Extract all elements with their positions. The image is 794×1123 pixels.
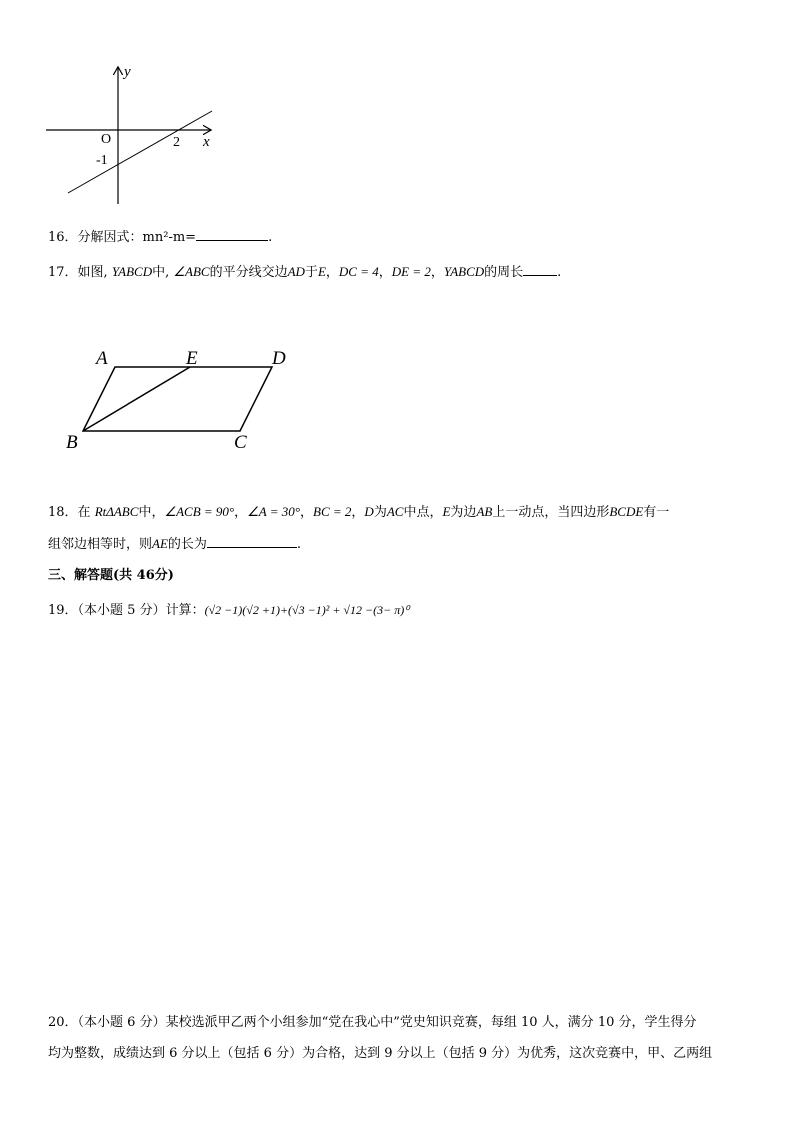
point-e-label: E bbox=[186, 348, 198, 369]
math-term: DE = 2 bbox=[391, 264, 431, 279]
question-number: 19． bbox=[48, 603, 78, 618]
math-term: YABCD bbox=[111, 264, 153, 279]
question-19 bbox=[48, 601, 409, 620]
point-a-label: A bbox=[96, 348, 108, 369]
text: 有一 bbox=[643, 505, 670, 520]
text: 的平分线交边 bbox=[209, 265, 288, 280]
math-term: AC bbox=[386, 504, 404, 519]
math-term: ∠A = 30° bbox=[247, 504, 300, 519]
math-term: AD bbox=[287, 264, 305, 279]
question-number: 20． bbox=[48, 1015, 78, 1030]
text: ， bbox=[325, 265, 339, 280]
math-term: AB bbox=[476, 504, 493, 519]
question-20-line-1 bbox=[48, 1014, 697, 1032]
section-title: 三、解答题(共 46分) bbox=[48, 568, 174, 583]
point-b-label: B bbox=[66, 432, 78, 453]
math-term: E bbox=[317, 264, 326, 279]
math-term: BC = 2 bbox=[313, 504, 352, 519]
text: 的长为 bbox=[167, 537, 207, 552]
function-line bbox=[68, 111, 212, 193]
text: 为 bbox=[373, 505, 387, 520]
period: . bbox=[268, 230, 273, 245]
period: . bbox=[557, 265, 562, 280]
origin-label: O bbox=[101, 132, 112, 147]
text: ， bbox=[300, 505, 314, 520]
text: 如图, bbox=[77, 265, 112, 280]
question-18-line-2 bbox=[48, 535, 301, 554]
text: ， bbox=[234, 505, 248, 520]
math-term: E bbox=[442, 504, 451, 519]
text: ， bbox=[351, 505, 365, 520]
math-term: DC = 4 bbox=[338, 264, 379, 279]
parallelogram-figure bbox=[60, 340, 300, 456]
text: 中, bbox=[152, 265, 174, 280]
line-graph-figure bbox=[40, 58, 230, 210]
text: ， bbox=[430, 265, 444, 280]
question-17 bbox=[48, 263, 561, 282]
text: 中， bbox=[138, 505, 165, 520]
math-term: AE bbox=[152, 536, 168, 551]
math-term: BCDE bbox=[609, 504, 644, 519]
math-term: D bbox=[364, 504, 374, 519]
text: 于 bbox=[304, 265, 318, 280]
y-intercept-label: -1 bbox=[96, 153, 108, 168]
text: 在 bbox=[77, 505, 95, 520]
point-d-label: D bbox=[272, 348, 286, 369]
y-axis-label: y bbox=[124, 64, 131, 80]
question-number: 17． bbox=[48, 265, 78, 280]
answer-blank[interactable] bbox=[523, 263, 557, 276]
text: 组邻边相等时，则 bbox=[48, 537, 153, 552]
question-text: （本小题 5 分）计算： bbox=[77, 603, 205, 618]
question-text: （本小题 6 分）某校选派甲乙两个小组参加“党在我心中”党史知识竞赛，每组 10 人，满分 10 分，学生得分 bbox=[77, 1015, 697, 1030]
math-term: ∠ACB = 90° bbox=[164, 504, 235, 519]
text: 为边 bbox=[450, 505, 477, 520]
question-number: 16． bbox=[48, 230, 78, 245]
question-18-line-1 bbox=[48, 503, 669, 522]
text: 上一动点，当四边形 bbox=[492, 505, 610, 520]
answer-blank[interactable] bbox=[196, 228, 268, 241]
math-term: RtΔABC bbox=[94, 504, 139, 519]
x-axis-label: x bbox=[203, 134, 210, 150]
question-text: 均为整数，成绩达到 6 分以上（包括 6 分）为合格，达到 9 分以上（包括 9 分）为优秀，这次竞赛中，甲、乙两组 bbox=[48, 1046, 713, 1061]
text: ， bbox=[378, 265, 392, 280]
question-number: 18． bbox=[48, 505, 78, 520]
point-c-label: C bbox=[234, 432, 247, 453]
parallelogram-abcd bbox=[83, 367, 272, 431]
text: 的周长 bbox=[484, 265, 524, 280]
question-20-line-2 bbox=[48, 1045, 712, 1063]
text: 中点， bbox=[403, 505, 443, 520]
period: . bbox=[296, 537, 302, 552]
math-term: YABCD bbox=[443, 264, 485, 279]
math-expression: (√2 −1)(√2 +1)+(√3 −1)² + √12 −(3− π)⁰ bbox=[204, 603, 410, 617]
math-term: ∠ABC bbox=[173, 264, 210, 279]
question-text: 分解因式：mn²-m= bbox=[77, 230, 197, 245]
x-intercept-label: 2 bbox=[173, 135, 180, 150]
question-16 bbox=[48, 228, 272, 247]
answer-blank[interactable] bbox=[207, 535, 297, 548]
